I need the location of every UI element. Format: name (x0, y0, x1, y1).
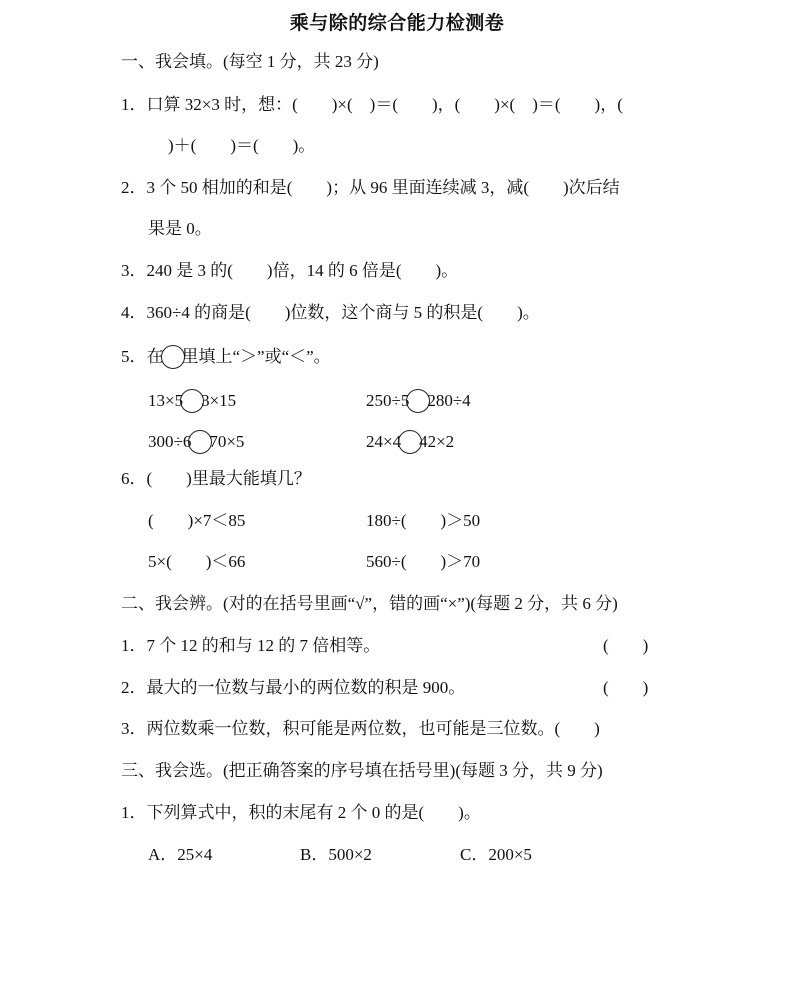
q1-5-item-left: 13×5 (148, 391, 184, 410)
q1-6-item: ( )×7＜85 (148, 511, 246, 530)
page-title: 乘与除的综合能力检测卷 (289, 12, 505, 34)
q1-1-line1: 1．口算 32×3 时，想：( )×( )＝( )，( )×( )＝( )，( (121, 95, 623, 114)
q1-3: 3．240 是 3 的( )倍，14 的 6 倍是( )。 (121, 261, 459, 280)
q3-1: 1．下列算式中，积的末尾有 2 个 0 的是( )。 (121, 803, 481, 822)
option-c: C．200×5 (460, 845, 532, 864)
q1-6-item: 560÷( )＞70 (366, 552, 481, 571)
q1-5-item-right: 280÷4 (427, 391, 471, 410)
q2-1-answer-blank[interactable]: ( ) (603, 636, 649, 655)
q2-3: 3．两位数乘一位数，积可能是两位数，也可能是三位数。( ) (121, 719, 600, 738)
section2-header: 二、我会辨。(对的在括号里画“√”，错的画“×”)(每题 2 分，共 6 分) (121, 594, 618, 613)
q1-5-item-right: 70×5 (209, 432, 245, 451)
q1-5-item-left: 24×4 (366, 432, 402, 451)
q2-1: 1．7 个 12 的和与 12 的 7 倍相等。 (121, 636, 381, 655)
q1-6-item: 5×( )＜66 (148, 552, 246, 571)
q1-6: 6．( )里最大能填几？ (121, 469, 311, 488)
q1-5-item (366, 389, 471, 413)
q1-5 (121, 345, 331, 369)
q1-5-prefix: 5．在 (121, 347, 164, 366)
q2-2: 2．最大的一位数与最小的两位数的积是 900。 (121, 678, 466, 697)
q1-5-item-left: 250÷5 (366, 391, 410, 410)
q1-5-item-left: 300÷6 (148, 432, 192, 451)
q1-5-item (148, 389, 236, 413)
section3-header: 三、我会选。(把正确答案的序号填在括号里)(每题 3 分，共 9 分) (121, 761, 603, 780)
q1-4: 4．360÷4 的商是( )位数，这个商与 5 的积是( )。 (121, 303, 540, 322)
q1-5-item-right: 42×2 (419, 432, 455, 451)
q1-2-line2: 果是 0。 (148, 219, 212, 238)
q1-5-item (148, 430, 244, 454)
q1-6-item: 180÷( )＞50 (366, 511, 481, 530)
q1-1-line2: )＋( )＝( )。 (168, 136, 316, 155)
q1-5-suffix: 里填上“＞”或“＜”。 (181, 347, 331, 366)
option-b: B．500×2 (300, 845, 372, 864)
q1-5-item (366, 430, 454, 454)
q1-2-line1: 2．3 个 50 相加的和是( )；从 96 里面连续减 3，减( )次后结 (121, 178, 620, 197)
section1-header: 一、我会填。(每空 1 分，共 23 分) (121, 52, 379, 71)
q2-2-answer-blank[interactable]: ( ) (603, 678, 649, 697)
option-a: A．25×4 (148, 845, 213, 864)
q1-5-item-right: 3×15 (201, 391, 237, 410)
